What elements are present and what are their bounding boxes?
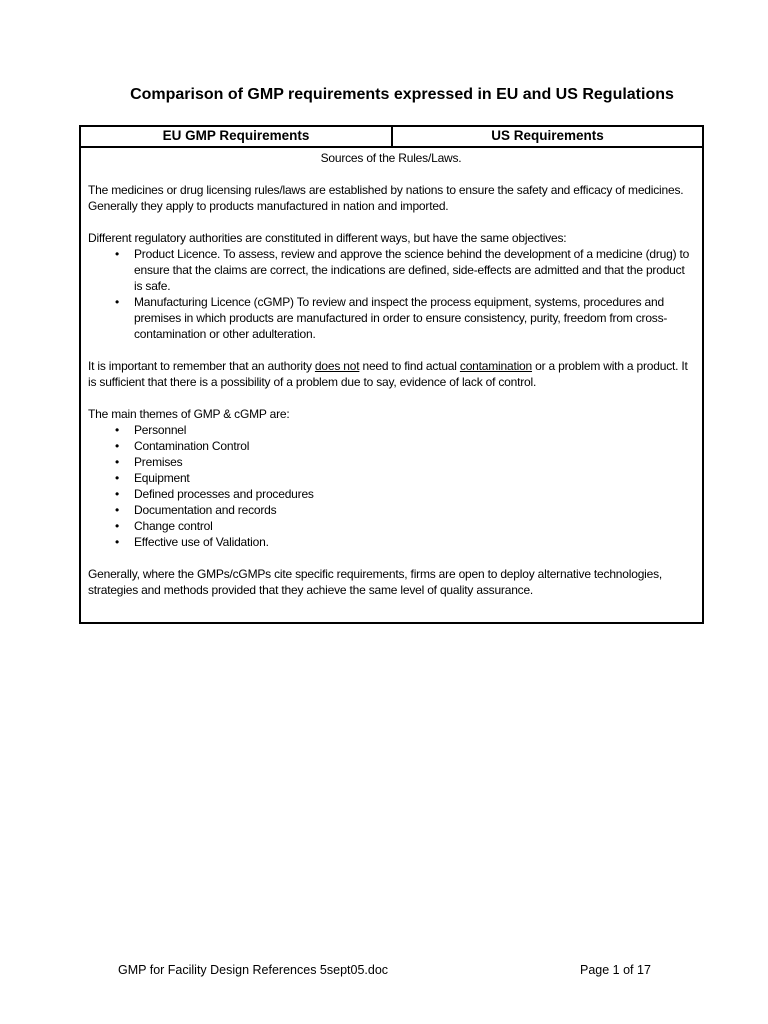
list-item (88, 534, 694, 550)
themes-list (88, 422, 694, 550)
document-title: Comparison of GMP requirements expressed in EU and US Regulations (130, 86, 674, 103)
bullet-icon: • (115, 535, 120, 549)
list-item-text: Defined processes and procedures (134, 487, 314, 501)
bullet-icon: • (115, 439, 120, 453)
closing-paragraph: Generally, where the GMPs/cGMPs cite specific requirements, firms are open to deploy alternative technologies, strategies and methods provided that they achieve the same level of quality assurance. (88, 567, 663, 597)
bullet-icon: • (115, 487, 120, 501)
list-item (88, 470, 694, 486)
list-item-text: Documentation and records (134, 503, 277, 517)
underlined-text: does not (314, 359, 360, 373)
bullet-icon: • (115, 455, 120, 469)
bullet-icon: • (115, 247, 120, 261)
footer-page-number: Page 1 of 17 (580, 963, 651, 977)
list-item-text: Premises (134, 455, 183, 469)
list-item-text: Effective use of Validation. (134, 535, 269, 549)
text-span: or a problem with a product. It is sufficient that there is a possibility of a problem due to say, evidence of lack of control. (88, 359, 688, 389)
list-item (88, 246, 694, 294)
us-requirements-header: US Requirements (491, 128, 604, 143)
intro-paragraph: The medicines or drug licensing rules/laws are established by nations to ensure the safety and efficacy of medicines. Generally they apply to products manufactured in nation and imported. (88, 183, 684, 213)
list-item (88, 502, 694, 518)
bullet-icon: • (115, 423, 120, 437)
text-span: need to find actual (359, 359, 460, 373)
table-body (81, 148, 702, 598)
list-item-text: Product Licence. To assess, review and approve the science behind the development of a medicine (drug) to ensure that the claims are correct, the indications are defined, side-effects are admitted and that the product is safe. (134, 247, 690, 293)
eu-requirements-header: EU GMP Requirements (81, 127, 393, 146)
list-item-text: Manufacturing Licence (cGMP) To review and inspect the process equipment, systems, procedures and premises in which products are manufactured in order to ensure consistency, purity, freedom from cross-contamination or other adulteration. (134, 295, 668, 341)
list-item-text: Contamination Control (134, 439, 250, 453)
list-item-text: Personnel (134, 423, 187, 437)
list-item (88, 486, 694, 502)
themes-intro: The main themes of GMP & cGMP are: (88, 407, 290, 421)
list-item (88, 438, 694, 454)
objectives-intro: Different regulatory authorities are constituted in different ways, but have the same objectives: (88, 231, 567, 245)
table-header-row (81, 127, 702, 148)
list-item (88, 454, 694, 470)
footer-filename: GMP for Facility Design References 5sept05.doc (118, 963, 389, 977)
bullet-icon: • (115, 295, 120, 309)
section-subheading: Sources of the Rules/Laws. (320, 151, 462, 165)
list-item-text: Equipment (134, 471, 190, 485)
list-item (88, 294, 694, 342)
list-item (88, 422, 694, 438)
bullet-icon: • (115, 519, 120, 533)
bullet-icon: • (115, 471, 120, 485)
bullet-icon: • (115, 503, 120, 517)
requirements-table (79, 125, 704, 624)
list-item-text: Change control (134, 519, 213, 533)
authority-paragraph (88, 358, 694, 390)
list-item (88, 518, 694, 534)
text-span: It is important to remember that an authority (88, 359, 315, 373)
underlined-text: contamination (459, 359, 533, 373)
objectives-list (88, 246, 694, 342)
